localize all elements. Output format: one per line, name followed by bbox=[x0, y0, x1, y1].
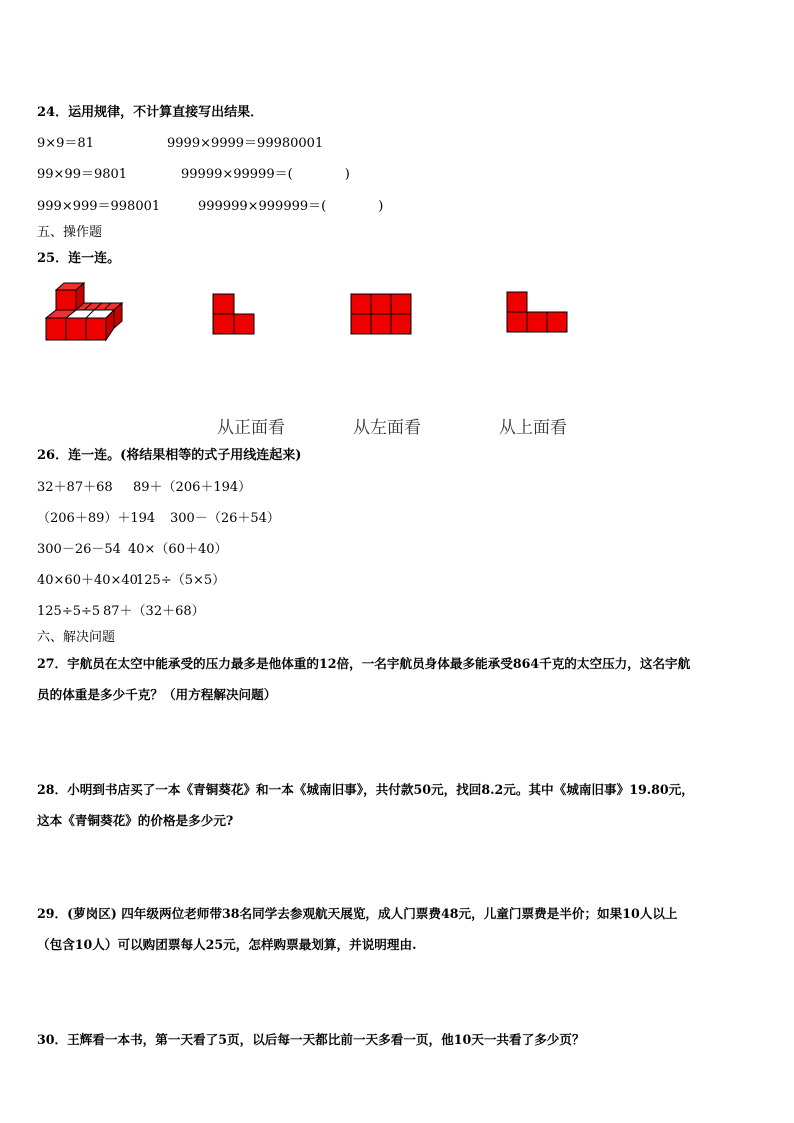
view-label-left: 从左面看 bbox=[353, 418, 421, 438]
q24-row-2-close: ) bbox=[344, 167, 350, 182]
q26-row-5-right: 87＋（32＋68） bbox=[103, 604, 205, 619]
q24-title: 24．运用规律，不计算直接写出结果． bbox=[37, 105, 264, 120]
q26-row-2-right: 300－（26＋54） bbox=[170, 511, 280, 526]
view-shape-3 bbox=[506, 291, 570, 335]
q26-row-1-right: 89＋（206＋194） bbox=[133, 480, 252, 495]
q24-row-2 bbox=[37, 167, 350, 183]
q26-row-1-left: 32＋87＋68 bbox=[37, 480, 113, 495]
q24-row-1-right: 9999×9999＝99980001 bbox=[167, 136, 324, 151]
view-label-top: 从上面看 bbox=[499, 418, 567, 438]
q24-row-2-left: 99×99＝9801 bbox=[37, 167, 128, 182]
q26-row-3 bbox=[37, 542, 228, 558]
section-6-heading: 六、解决问题 bbox=[37, 630, 116, 645]
q26-row-1 bbox=[37, 480, 251, 496]
q24-row-3-left: 999×999＝998001 bbox=[37, 199, 161, 214]
q24-row-3-close: ) bbox=[378, 199, 384, 214]
q26-row-5 bbox=[37, 604, 205, 620]
q24-row-3-right: 999999×999999＝( bbox=[198, 199, 327, 214]
q26-row-4 bbox=[37, 573, 225, 589]
q26-row-3-left: 300－26－54 bbox=[37, 542, 121, 557]
q27-line-2: 员的体重是多少千克？（用方程解决问题） bbox=[37, 687, 277, 702]
q24-row-1-left: 9×9＝81 bbox=[37, 136, 94, 151]
q26-row-4-right: 125÷（5×5） bbox=[136, 573, 226, 588]
q24-row-3 bbox=[37, 199, 383, 215]
q26-row-3-right: 40×（60＋40） bbox=[128, 542, 228, 557]
q26-row-2-left: （206＋89）＋194 bbox=[37, 511, 156, 526]
q29-line-2: （包含10人）可以购团票每人25元，怎样购票最划算，并说明理由. bbox=[37, 937, 417, 952]
q28-line-2: 这本《青铜葵花》的价格是多少元? bbox=[37, 813, 234, 828]
q29-line-1: 29．(萝岗区) 四年级两位老师带38名同学去参观航天展览，成人门票费48元，儿童门票费是半价；如果10人以上 bbox=[37, 906, 678, 921]
q24-row-2-right: 99999×99999＝( bbox=[181, 167, 293, 182]
q26-row-2 bbox=[37, 511, 280, 527]
view-shape-2 bbox=[350, 293, 414, 337]
q26-title: 26．连一连。(将结果相等的式子用线连起来) bbox=[37, 448, 302, 463]
view-label-front: 从正面看 bbox=[217, 418, 285, 438]
section-5-heading: 五、操作题 bbox=[37, 225, 103, 240]
q26-row-4-left: 40×60＋40×40 bbox=[37, 573, 138, 588]
q26-row-5-left: 125÷5÷5 bbox=[37, 604, 101, 619]
q27-line-1: 27．宇航员在太空中能承受的压力最多是他体重的12倍，一名宇航员身体最多能承受864千克的太空压力，这名宇航 bbox=[37, 656, 691, 671]
q28-line-1: 28．小明到书店买了一本《青铜葵花》和一本《城南旧事》，共付款50元，找回8.2元。其中《城南旧事》19.80元， bbox=[37, 782, 694, 797]
cube-solid-figure bbox=[44, 282, 126, 344]
view-shape-1 bbox=[212, 293, 256, 337]
q25-title: 25．连一连。 bbox=[37, 251, 121, 266]
q30-line-1: 30．王辉看一本书，第一天看了5页，以后每一天都比前一天多看一页，他10天一共看了多少页？ bbox=[37, 1032, 585, 1047]
q24-row-1 bbox=[37, 136, 323, 152]
